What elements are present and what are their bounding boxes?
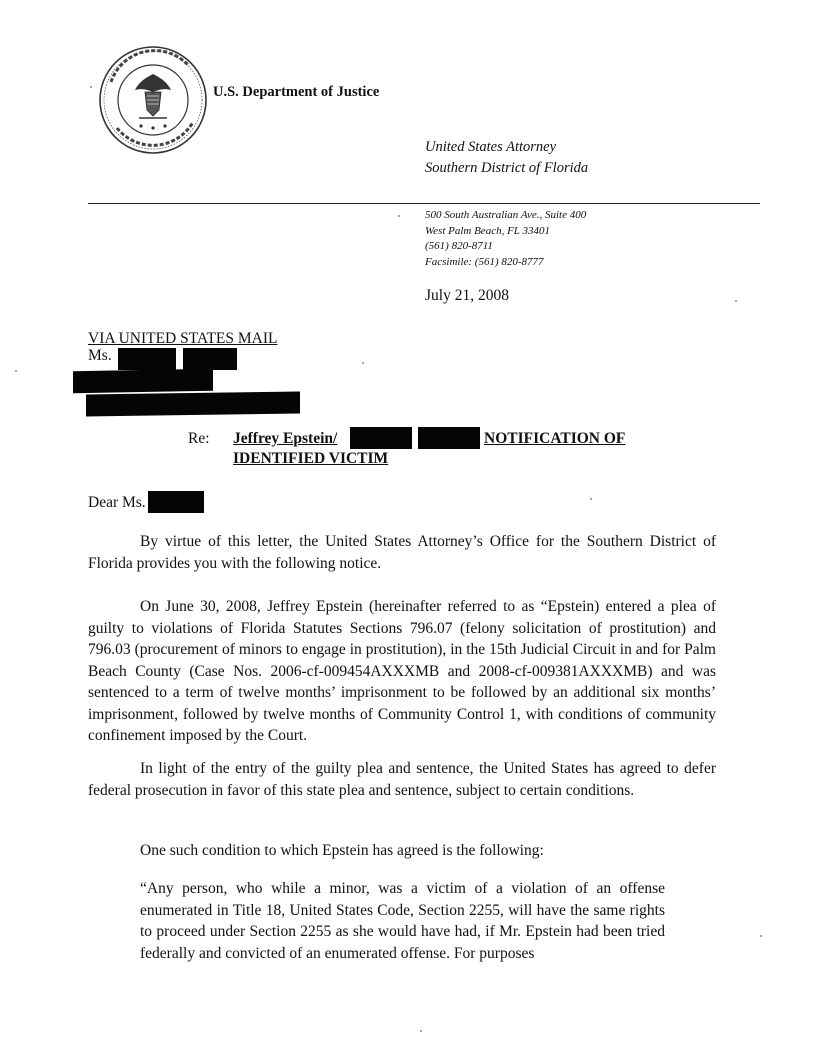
paragraph-1-text: By virtue of this letter, the United States Attorney’s Office for the Southern District of Florida provides you with the following notice. [88,533,716,572]
letter-date: July 21, 2008 [425,287,509,304]
paragraph-4 [88,840,716,862]
address-fax: Facsimile: (561) 820-8777 [425,255,544,268]
delivery-method: VIA UNITED STATES MAIL [88,330,278,347]
address-street: 500 South Australian Ave., Suite 400 [425,209,587,221]
recipient-prefix: Ms. [88,347,112,364]
address-phone: (561) 820-8711 [425,240,493,252]
redaction-address-2 [86,392,300,417]
redaction-address-1 [73,369,213,393]
scan-speck [590,498,592,500]
doj-seal-logo [97,44,209,156]
office-block [425,137,588,179]
scan-speck [15,370,17,372]
office-title: United States Attorney [425,139,557,155]
redaction-subject-1 [350,427,412,449]
redaction-recipient-last [183,348,237,370]
scan-speck [735,300,737,302]
re-subject-line2: IDENTIFIED VICTIM [233,450,389,467]
paragraph-2 [88,596,716,747]
redaction-subject-2 [418,427,480,449]
re-subject: Jeffrey Epstein/ [233,430,338,447]
redaction-recipient-first [118,348,176,370]
paragraph-1 [88,531,716,574]
scan-speck [760,935,762,937]
re-notification: NOTIFICATION OF [484,430,626,447]
scan-speck [398,215,400,217]
paragraph-4-text: One such condition to which Epstein has agreed is the following: [140,842,544,859]
redaction-greeting-name [148,491,204,513]
greeting: Dear Ms. [88,494,146,511]
letterhead-divider [88,203,760,204]
condition-quote: “Any person, who while a minor, was a victim of a violation of an offense enumerated in Title 18, United States Code, Section 2255, will have the same rights to proceed under Section 2255 as she would have had, if Mr. Epstein had been tried federally and convicted of an enumerated offense. For purposes [140,880,665,962]
scan-speck [90,86,92,88]
address-city: West Palm Beach, FL 33401 [425,224,550,237]
scan-speck [362,362,364,364]
paragraph-2-text: On June 30, 2008, Jeffrey Epstein (hereinafter referred to as “Epstein) entered a plea of guilty to violations of Florida Statutes Sections 796.07 (felony solicitation of prostitution) and 796.03 (procurement of minors to engage in prostitution), in the 15th Judicial Circuit in and for Palm Beach County (Case Nos. 2006-cf-009454AXXXMB and 2008-cf-009381AXXXMB) and was sentenced to a term of twelve months’ imprisonment to be followed by an additional six months’ imprisonment, followed by twelve months of Community Control 1, with conditions of community confinement imposed by the Court. [88,598,716,744]
office-address [425,208,586,270]
paragraph-3 [88,758,716,801]
re-label: Re: [188,430,210,447]
agency-name: U.S. Department of Justice [213,84,380,100]
scan-speck [420,1030,422,1032]
paragraph-3-text: In light of the entry of the guilty plea and sentence, the United States has agreed to defer federal prosecution in favor of this state plea and sentence, subject to certain conditions. [88,760,716,799]
office-district: Southern District of Florida [425,160,589,176]
